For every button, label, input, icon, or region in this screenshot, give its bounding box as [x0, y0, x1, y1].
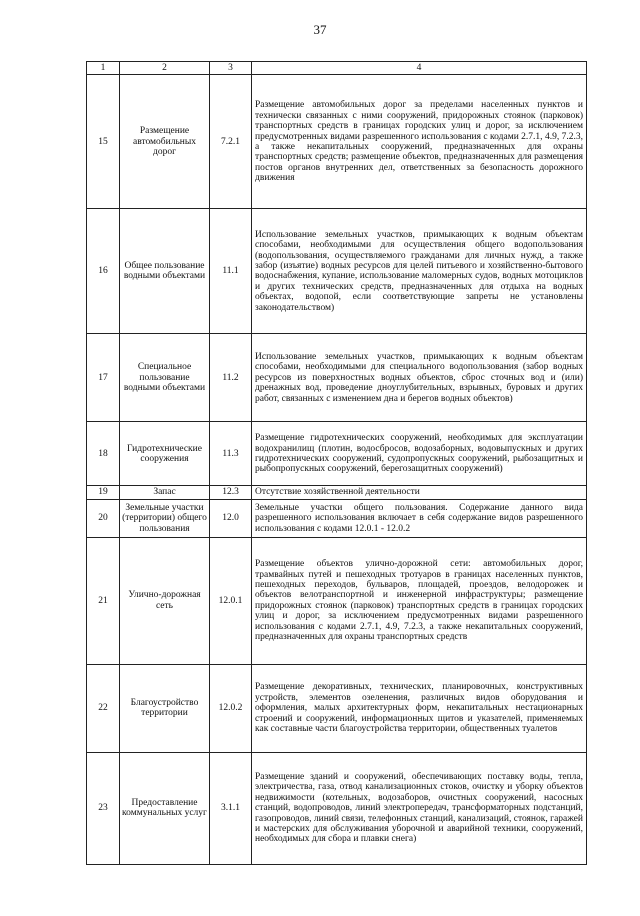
header-cell: 3	[210, 62, 252, 75]
land-use-table	[86, 61, 587, 865]
use-code: 11.1	[210, 209, 252, 334]
use-code: 11.2	[210, 334, 252, 422]
use-name: Гидротехнические сооружения	[120, 422, 210, 486]
table-row	[87, 752, 587, 864]
use-name: Предоставление коммунальных услуг	[120, 752, 210, 864]
table-row	[87, 499, 587, 537]
table-row	[87, 334, 587, 422]
table-row	[87, 422, 587, 486]
use-description: Размещение гидротехнических сооружений, необходимых для эксплуатации водохранилищ (плотин, водосбросов, водозаборных, водовыпускных и других гидротехнических сооружений, судопропускных сооружений, рыбозащитных и рыбопропускных сооружений, берегозащитных сооружений)	[252, 422, 587, 486]
use-description: Земельные участки общего пользования. Содержание данного вида разрешенного использования включает в себя содержание видов разрешенного использования с кодами 12.0.1 - 12.0.2	[252, 499, 587, 537]
use-description: Размещение декоративных, технических, планировочных, конструктивных устройств, элементов озеленения, различных видов оборудования и оформления, малых архитектурных форм, некапитальных нестационарных строений и сооружений, информационных щитов и указателей, применяемых как составные части благоустройства территории, общественных туалетов	[252, 664, 587, 752]
table-row	[87, 537, 587, 664]
row-number: 18	[87, 422, 120, 486]
use-name: Специальное пользование водными объектами	[120, 334, 210, 422]
table-row	[87, 664, 587, 752]
use-code: 12.0	[210, 499, 252, 537]
use-name: Благоустройство территории	[120, 664, 210, 752]
use-name: Запас	[120, 486, 210, 499]
use-description: Размещение автомобильных дорог за пределами населенных пунктов и технически связанных с ними сооружений, придорожных стоянок (парковок) транспортных средств в границах городских улиц и дорог, за исключением предусмотренных видами разрешенного использования с кодами 2.7.1, 4.9, 7.2.3, а также некапитальных сооружений, предназначенных для охраны транспортных средств; размещение объектов, предназначенных для размещения постов органов внутренних дел, ответственных за безопасность дорожного движения	[252, 75, 587, 209]
use-name: Улично-дорожная сеть	[120, 537, 210, 664]
use-code: 11.3	[210, 422, 252, 486]
row-number: 16	[87, 209, 120, 334]
row-number: 22	[87, 664, 120, 752]
use-code: 12.0.1	[210, 537, 252, 664]
header-cell: 1	[87, 62, 120, 75]
table-header-row	[87, 62, 587, 75]
table-row	[87, 486, 587, 499]
use-name: Общее пользование водными объектами	[120, 209, 210, 334]
use-description: Размещение объектов улично-дорожной сети: автомобильных дорог, трамвайных путей и пешеходных тротуаров в границах населенных пунктов, пешеходных переходов, бульваров, площадей, проездов, велодорожек и объектов велотранспортной и инженерной инфраструктуры; размещение придорожных стоянок (парковок) транспортных средств в границах городских улиц и дорог, за исключением предусмотренных видами разрешенного использования с кодами 2.7.1, 4.9, 7.2.3, а также некапитальных сооружений, предназначенных для охраны транспортных средств	[252, 537, 587, 664]
row-number: 15	[87, 75, 120, 209]
use-code: 12.3	[210, 486, 252, 499]
row-number: 20	[87, 499, 120, 537]
row-number: 21	[87, 537, 120, 664]
use-description: Отсутствие хозяйственной деятельности	[252, 486, 587, 499]
use-code: 7.2.1	[210, 75, 252, 209]
row-number: 23	[87, 752, 120, 864]
use-code: 12.0.2	[210, 664, 252, 752]
use-description: Размещение зданий и сооружений, обеспечивающих поставку воды, тепла, электричества, газа, отвод канализационных стоков, очистку и уборку объектов недвижимости (котельных, водозаборов, очистных сооружений, насосных станций, водопроводов, линий электропередач, трансформаторных подстанций, газопроводов, линий связи, телефонных станций, канализаций, стоянок, гаражей и мастерских для обслуживания уборочной и аварийной техники, сооружений, необходимых для сбора и плавки снега)	[252, 752, 587, 864]
row-number: 17	[87, 334, 120, 422]
use-description: Использование земельных участков, примыкающих к водным объектам способами, необходимыми для осуществления общего водопользования (водопользования, осуществляемого гражданами для личных нужд, а также забор (изъятие) водных ресурсов для целей питьевого и хозяйственно-бытового водоснабжения, купание, использование маломерных судов, водных мотоциклов и других технических средств, предназначенных для отдыха на водных объектах, водопой, если соответствующие запреты не установлены законодательством)	[252, 209, 587, 334]
header-cell: 4	[252, 62, 587, 75]
table-row	[87, 75, 587, 209]
row-number: 19	[87, 486, 120, 499]
page-number: 37	[313, 22, 327, 37]
use-name: Земельные участки (территории) общего пользования	[120, 499, 210, 537]
header-cell: 2	[120, 62, 210, 75]
table-row	[87, 209, 587, 334]
use-code: 3.1.1	[210, 752, 252, 864]
use-description: Использование земельных участков, примыкающих к водным объектам способами, необходимыми для специального водопользования (забор водных ресурсов из поверхностных водных объектов, сброс сточных вод и (или) дренажных вод, проведение дноуглубительных, взрывных, буровых и других работ, связанных с изменением дна и берегов водных объектов)	[252, 334, 587, 422]
use-name: Размещение автомобильных дорог	[120, 75, 210, 209]
